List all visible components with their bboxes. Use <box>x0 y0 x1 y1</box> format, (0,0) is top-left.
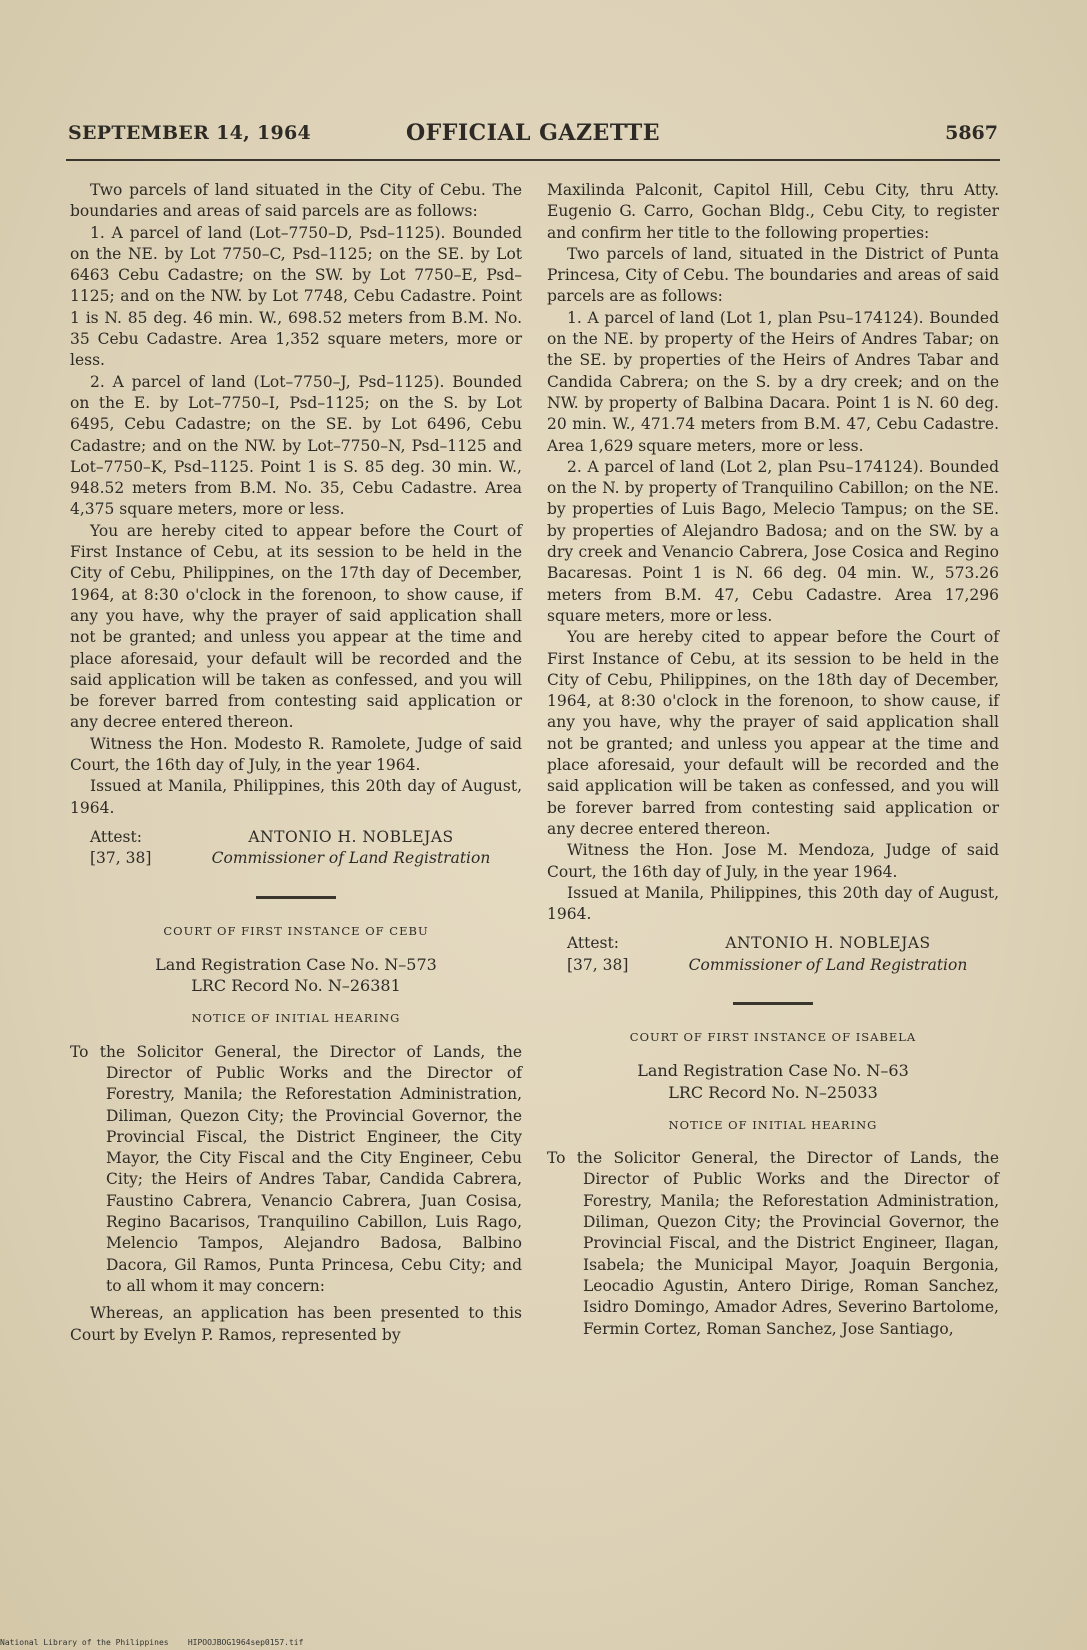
left-column <box>70 180 522 1346</box>
page-number: 5867 <box>945 122 998 144</box>
section-divider <box>256 896 336 899</box>
attest-title: Commissioner of Land Registration <box>688 955 968 974</box>
notice-heading: NOTICE OF INITIAL HEARING <box>668 1117 878 1132</box>
witness-paragraph: Witness the Hon. Modesto R. Ramolete, Judge of said Court, the 16th day of July, in the year 1964. <box>70 734 522 775</box>
case-number: Land Registration Case No. N–573 <box>155 954 437 974</box>
lrc-record-number: LRC Record No. N–25033 <box>668 1082 878 1102</box>
issue-date: SEPTEMBER 14, 1964 <box>68 122 312 144</box>
parcels-intro: Two parcels of land situated in the City of Cebu. The boundaries and areas of said parcels are as follows: <box>70 181 522 221</box>
attest-label: Attest: <box>567 934 619 953</box>
witness-paragraph: Witness the Hon. Jose M. Mendoza, Judge of said Court, the 16th day of July, in the year 1964. <box>547 841 999 881</box>
parcel-1: 1. A parcel of land (Lot 1, plan Psu–174124). Bounded on the NE. by property of the Heirs of Andres Tabar; on the SE. by properties of the Heirs of Andres Tabar and Candida Cabrera; on the S. by a dry creek; and on the NW. by property of Balbina Dacara. Point 1 is N. 60 deg. 20 min. W., 471.74 meters from B.M. 47, Cebu Cadastre. Area 1,629 square meters, more or less. <box>547 308 999 455</box>
court-heading: COURT OF FIRST INSTANCE OF ISABELA <box>629 1029 917 1044</box>
header-rule <box>66 159 1000 161</box>
issued-paragraph: Issued at Manila, Philippines, this 20th day of August, 1964. <box>547 883 999 924</box>
attest-name: ANTONIO H. NOBLEJAS <box>248 827 454 846</box>
citation-paragraph: You are hereby cited to appear before the Court of First Instance of Cebu, at its session to be held in the City of Cebu, Philippines, on the 17th day of December, 1964, at 8:30 o'clock in the forenoon, to show cause, if any you have, why the prayer of said application shall not be granted; and unless you appear at the time and place aforesaid, your default will be recorded and the said application will be taken as confessed, and you will be forever barred from contesting said application or any decree entered thereon. <box>70 521 522 732</box>
citation-paragraph: You are hereby cited to appear before the Court of First Instance of Cebu, at its session to be held in the City of Cebu, Philippines, on the 18th day of December, 1964, at 8:30 o'clock in the forenoon, to show cause, if any you have, why the prayer of said application shall not be granted; and unless you appear at the time and place aforesaid, your default will be recorded and the said application will be taken as confessed, and you will be forever barred from contesting said application or any decree entered thereon. <box>547 628 999 838</box>
court-heading: COURT OF FIRST INSTANCE OF CEBU <box>163 923 429 938</box>
continuation-paragraph: Maxilinda Palconit, Capitol Hill, Cebu City, thru Atty. Eugenio G. Carro, Gochan Bldg., Cebu City, to register and confirm her title to the following properties: <box>547 181 999 242</box>
issued-paragraph: Issued at Manila, Philippines, this 20th day of August, 1964. <box>70 777 522 817</box>
addressees: To the Solicitor General, the Director of Lands, the Director of Public Works and the Director of Forestry, Manila; the Reforestation Administration, Diliman, Quezon City; the Provincial Governor, the Provincial Fiscal, the District Engineer, the City Mayor, the City Fiscal and the City Engineer, Cebu City; the Heirs of Andres Tabar, Candida Cabrera, Faustino Cabrera, Venancio Cabrera, Juan Cosisa, Regino Bacarisos, Tranquilino Cabillon, Luis Rago, Melencio Tampos, Alejandro Badosa, Balbino Dacora, Gil Ramos, Punta Princesa, Cebu City; and to all whom it may concern: <box>70 1042 522 1295</box>
attest-label: Attest: <box>90 827 142 846</box>
attest-ref: [37, 38] <box>567 955 629 974</box>
publication-title: OFFICIAL GAZETTE <box>405 120 661 146</box>
scan-footer: National Library of the Philippines HIPOOJBOG1964sep0157.tif <box>0 1638 304 1647</box>
right-column <box>547 180 999 1346</box>
page-header <box>68 122 998 152</box>
parcel-2: 2. A parcel of land (Lot–7750–J, Psd–1125). Bounded on the E. by Lot–7750–I, Psd–1125; on the S. by Lot 6495, Cebu Cadastre; on the SE. by Lot 6496, Cebu Cadastre; and on the NW. by Lot–7750–N, Psd–1125 and Lot–7750–K, Psd–1125. Point 1 is S. 85 deg. 30 min. W., 948.52 meters from B.M. No. 35, Cebu Cadastre. Area 4,375 square meters, more or less. <box>70 372 522 519</box>
attest-ref: [37, 38] <box>90 849 152 868</box>
attest-name: ANTONIO H. NOBLEJAS <box>725 934 931 953</box>
attestation <box>547 933 999 976</box>
section-divider <box>733 1002 813 1005</box>
parcels-intro: Two parcels of land, situated in the District of Punta Princesa, City of Cebu. The boundaries and areas of said parcels are as follows: <box>547 244 999 306</box>
parcel-2: 2. A parcel of land (Lot 2, plan Psu–174124). Bounded on the N. by property of Tranquilino Cabillon; on the NE. by properties of Luis Bago, Melecio Tampus; on the SE. by properties of Alejandro Badosa; and on the SW. by a dry creek and Venancio Cabrera, Jose Cosica and Regino Bacaresas. Point 1 is N. 66 deg. 04 min. W., 573.26 meters from B.M. 47, Cebu Cadastre. Area 17,296 square meters, more or less. <box>547 457 999 625</box>
lrc-record-number: LRC Record No. N–26381 <box>191 976 401 996</box>
attestation <box>70 827 522 870</box>
parcel-1: 1. A parcel of land (Lot–7750–D, Psd–1125). Bounded on the NE. by Lot 7750–C, Psd–1125; on the SE. by Lot 6463 Cebu Cadastre; on the SW. by Lot 7750–E, Psd–1125; and on the NW. by Lot 7748, Cebu Cadastre. Point 1 is N. 85 deg. 46 min. W., 698.52 meters from B.M. No. 35 Cebu Cadastre. Area 1,352 square meters, more or less. <box>70 223 522 370</box>
case-number: Land Registration Case No. N–63 <box>637 1061 909 1081</box>
attest-title: Commissioner of Land Registration <box>211 849 491 868</box>
addressees: To the Solicitor General, the Director of Lands, the Director of Public Works and the Director of Forestry, Manila; the Reforestation Administration, Diliman, Quezon City; the Provincial Governor, the Provincial Fiscal, and the District Engineer, Ilagan, Isabela; the Municipal Mayor, Joaquin Bergonia, Leocadio Agustin, Antero Dirige, Roman Sanchez, Isidro Domingo, Amador Adres, Severino Bartolome, Fermin Cortez, Roman Sanchez, Jose Santiago, <box>547 1149 999 1338</box>
notice-heading: NOTICE OF INITIAL HEARING <box>191 1011 401 1026</box>
whereas-paragraph: Whereas, an application has been presented to this Court by Evelyn P. Ramos, represented by <box>70 1304 522 1344</box>
